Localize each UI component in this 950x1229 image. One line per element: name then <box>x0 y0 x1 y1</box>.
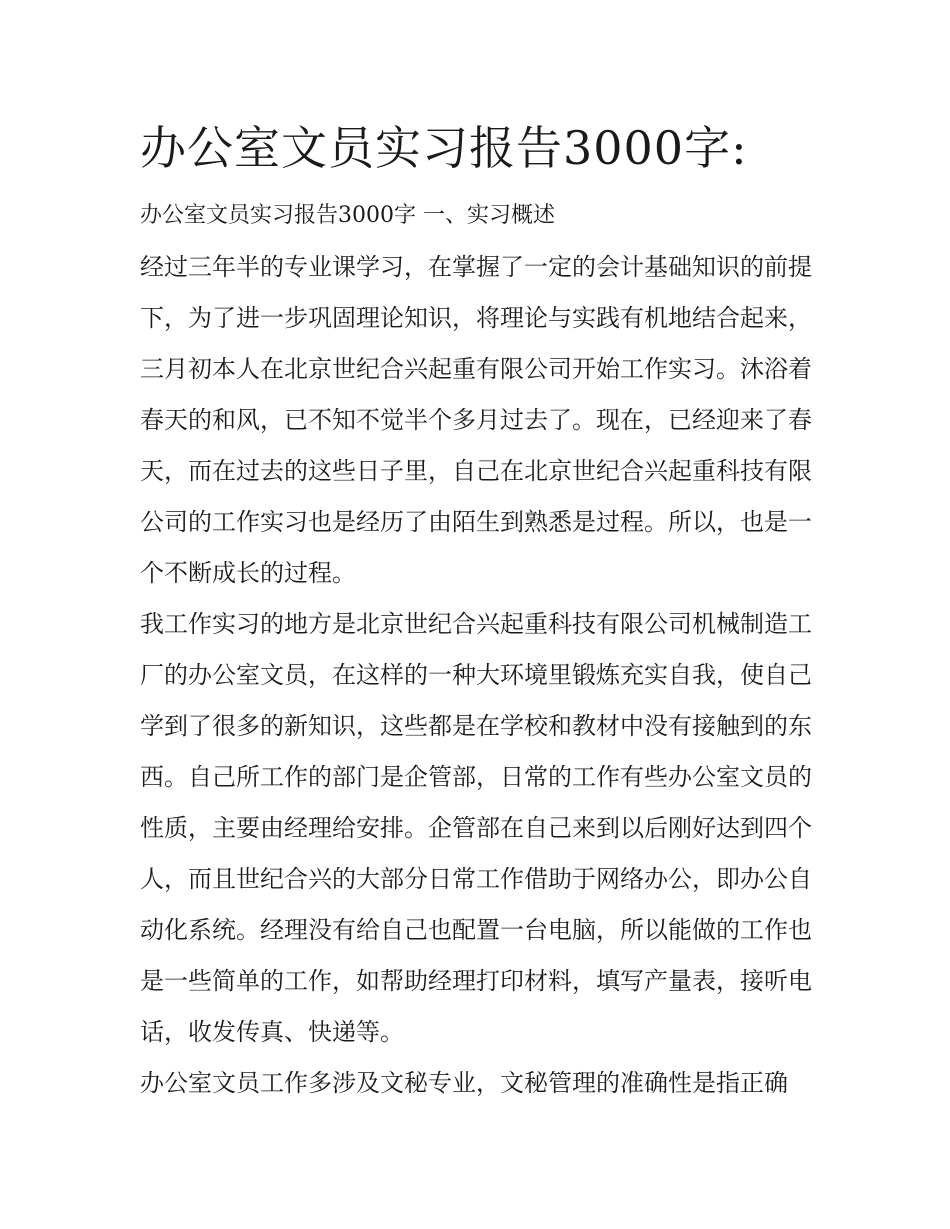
document-title: 办公室文员实习报告3000字: <box>140 121 748 175</box>
paragraph-clerical-work: 办公室文员工作多涉及文秘专业，文秘管理的准确性是指正确 <box>140 1069 788 1097</box>
document-subtitle: 办公室文员实习报告3000字 一、实习概述 <box>140 203 555 228</box>
document-page <box>140 112 820 1109</box>
paragraph-work-location: 我工作实习的地方是北京世纪合兴起重科技有限公司机械制造工厂的办公室文员，在这样的一种大环境里锻炼充实自我，使自己学到了很多的新知识，这些都是在学校和教材中没有接触到的东西。自己所工作的部门是企管部，日常的工作有些办公室文员的性质，主要由经理给安排。企管部在自己来到以后刚好达到四个人，而且世纪合兴的大部分日常工作借助于网络办公，即办公自动化系统。经理没有给自己也配置一台电脑，所以能做的工作也是一些简单的工作，如帮助经理打印材料，填写产量表，接听电话，收发传真、快递等。 <box>140 610 812 1046</box>
paragraph-internship-overview: 经过三年半的专业课学习，在掌握了一定的会计基础知识的前提下，为了进一步巩固理论知识，将理论与实践有机地结合起来，三月初本人在北京世纪合兴起重有限公司开始工作实习。沐浴着春天的和风，已不知不觉半个多月过去了。现在，已经迎来了春天，而在过去的这些日子里，自己在北京世纪合兴起重科技有限公司的工作实习也是经历了由陌生到熟悉是过程。所以，也是一个不断成长的过程。 <box>140 253 812 587</box>
